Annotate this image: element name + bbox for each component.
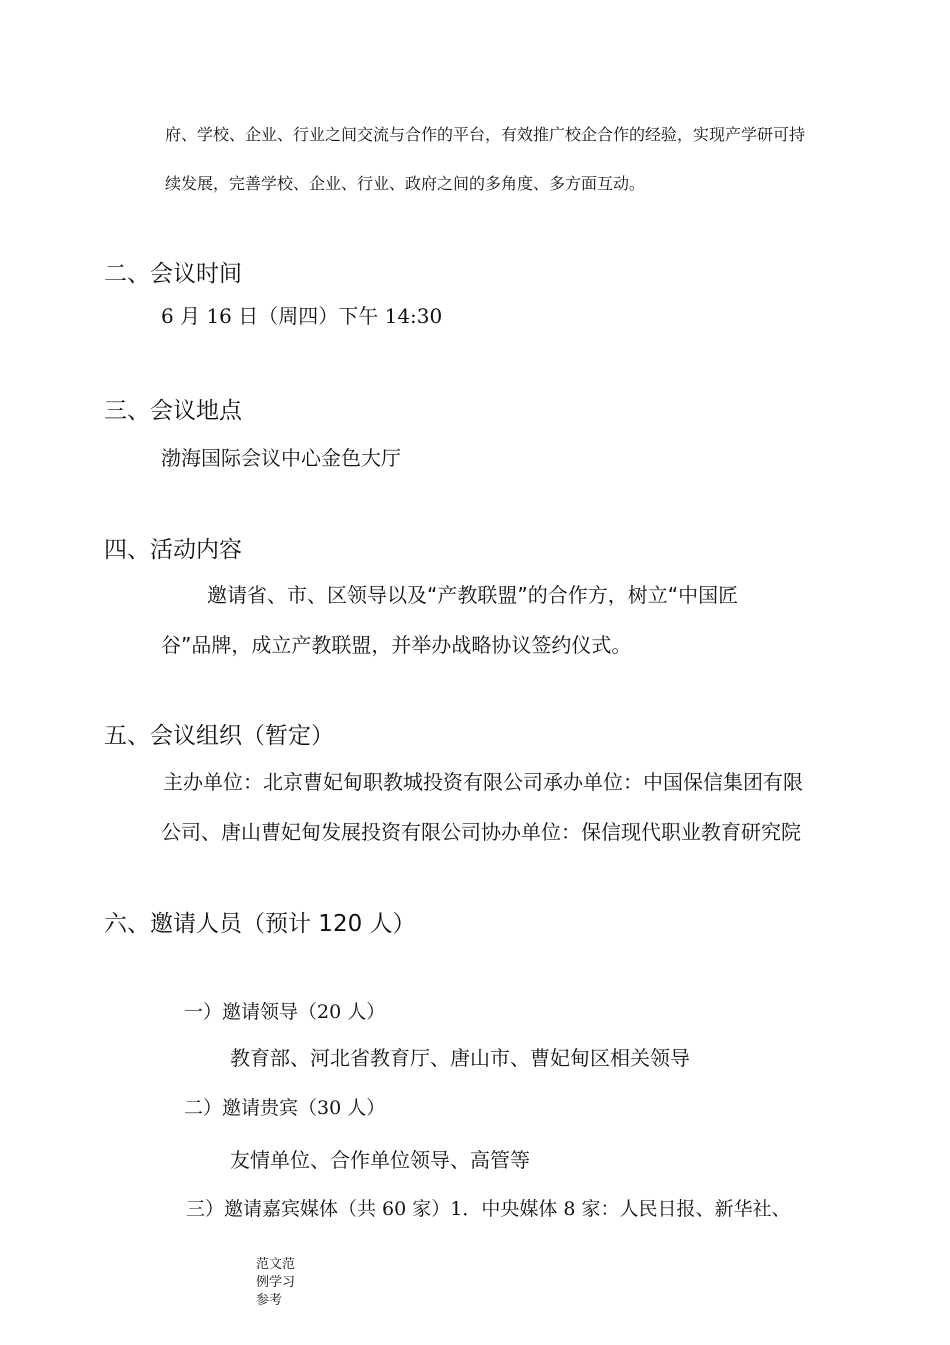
footer-line-1: 范文范 bbox=[256, 1257, 296, 1272]
organization-line-1: 主办单位：北京曹妃甸职教城投资有限公司承办单位：中国保信集团有限 bbox=[163, 770, 803, 794]
content-line-1: 邀请省、市、区领导以及“产教联盟”的合作方，树立“中国匠 bbox=[207, 583, 739, 607]
meeting-place-text: 渤海国际会议中心金色大厅 bbox=[161, 446, 401, 470]
meeting-time-text: 6 月 16 日（周四）下午 14:30 bbox=[161, 304, 443, 328]
section-heading-place: 三、会议地点 bbox=[104, 398, 242, 424]
footer-line-3: 参考 bbox=[256, 1293, 283, 1308]
subheading-leaders: 一）邀请领导（20 人） bbox=[184, 1001, 386, 1023]
intro-line-2: 续发展，完善学校、企业、行业、政府之间的多角度、多方面互动。 bbox=[165, 174, 646, 193]
subheading-guests: 二）邀请贵宾（30 人） bbox=[184, 1097, 386, 1119]
content-line-2: 谷”品牌，成立产教联盟，并举办战略协议签约仪式。 bbox=[161, 633, 632, 657]
section-heading-content: 四、活动内容 bbox=[104, 537, 242, 563]
organization-line-2: 公司、唐山曹妃甸发展投资有限公司协办单位：保信现代职业教育研究院 bbox=[161, 820, 801, 844]
subheading-media: 三）邀请嘉宾媒体（共 60 家）1．中央媒体 8 家：人民日报、新华社、 bbox=[186, 1198, 791, 1220]
intro-line-1: 府、学校、企业、行业之间交流与合作的平台，有效推广校企合作的经验，实现产学研可持 bbox=[165, 125, 806, 144]
section-heading-time: 二、会议时间 bbox=[104, 261, 242, 287]
guests-text: 友情单位、合作单位领导、高管等 bbox=[230, 1148, 530, 1172]
section-heading-organization: 五、会议组织（暂定） bbox=[104, 723, 334, 749]
leaders-text: 教育部、河北省教育厅、唐山市、曹妃甸区相关领导 bbox=[230, 1046, 690, 1070]
section-heading-invitees: 六、邀请人员（预计 120 人） bbox=[104, 911, 416, 937]
footer-line-2: 例学习 bbox=[256, 1275, 296, 1290]
footer-note bbox=[256, 1256, 295, 1310]
